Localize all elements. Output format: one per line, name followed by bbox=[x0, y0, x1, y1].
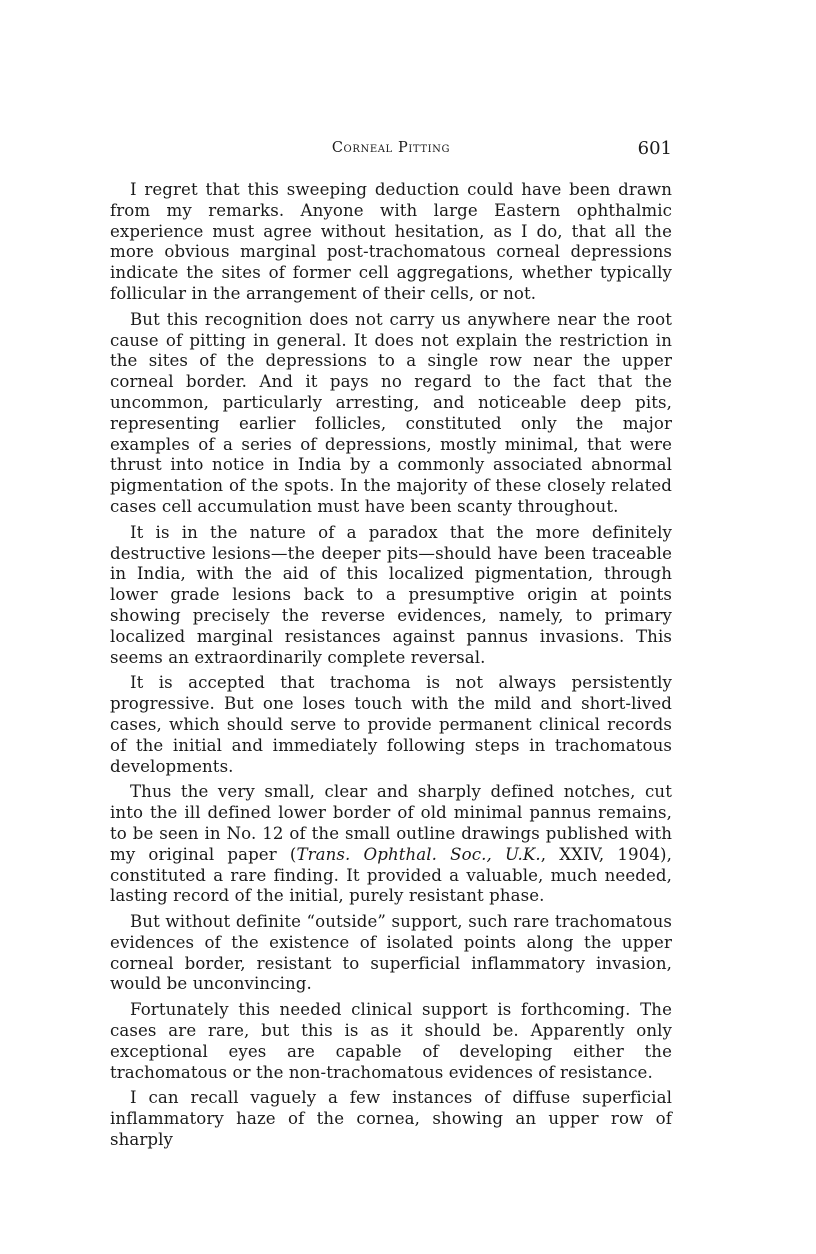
running-header bbox=[110, 138, 672, 172]
running-title: Corneal Pitting bbox=[331, 140, 451, 156]
paragraph: But this recognition does not carry us anywhere near the root cause of pitting in general. It does not explain the restriction in the sites of the depressions to a single row near the upper corneal border. And it pays no regard to the fact that the uncommon, particularly arresting, and noticeable deep pits, representing earlier follicles, constituted only the major examples of a series of depressions, mostly minimal, that were thrust into notice in India by a commonly associated abnormal pigmentation of the spots. In the majority of these closely related cases cell accumulation must have been scanty throughout. bbox=[110, 309, 672, 516]
book-page bbox=[110, 138, 672, 1156]
journal-citation: Trans. Ophthal. Soc., U.K. bbox=[296, 844, 541, 864]
paragraph-text: Thus the very small, clear and sharply defined notches, cut into the ill defined lower border of old minimal pannus remains, to be seen in No. 12 of the small outline drawings published with my original paper ( bbox=[110, 782, 672, 864]
paragraph: It is accepted that trachoma is not always persistently progressive. But one loses touch with the mild and short-lived cases, which should serve to provide permanent clinical records of the initial and immediately following steps in trachomatous developments. bbox=[110, 673, 672, 776]
paragraph: But without definite “outside” support, such rare trachomatous evidences of the existence of isolated points along the upper corneal border, resistant to superficial inflammatory invasion, would be unconvincing. bbox=[110, 912, 672, 994]
paragraph: I can recall vaguely a few instances of diffuse superficial inflammatory haze of the cornea, showing an upper row of sharply bbox=[110, 1088, 672, 1150]
paragraph: I regret that this sweeping deduction could have been drawn from my remarks. Anyone with large Eastern ophthalmic experience must agree without hesitation, as I do, that all the more obvious marginal post-trachomatous corneal depressions indicate the sites of former cell aggregations, whether typically follicular in the arrangement of their cells, or not. bbox=[110, 180, 672, 303]
page-number: 601 bbox=[637, 138, 672, 159]
body-text bbox=[110, 180, 672, 1151]
paragraph-text: , XXIV, 1904), constituted a rare finding. It provided a valuable, much needed, lasting record of the initial, purely resistant phase. bbox=[110, 844, 672, 906]
paragraph bbox=[110, 782, 672, 907]
paragraph: It is in the nature of a paradox that the more definitely destructive lesions—the deeper pits—should have been traceable in India, with the aid of this localized pigmentation, through lower grade lesions back to a presumptive origin at points showing precisely the reverse evidences, namely, to primary localized marginal resistances against pannus invasions. This seems an extraordinarily complete reversal. bbox=[110, 522, 672, 667]
paragraph: Fortunately this needed clinical support is forthcoming. The cases are rare, but this is as it should be. Apparently only exceptional eyes are capable of developing either the trachomatous or the non-trachomatous evidences of resistance. bbox=[110, 1000, 672, 1082]
